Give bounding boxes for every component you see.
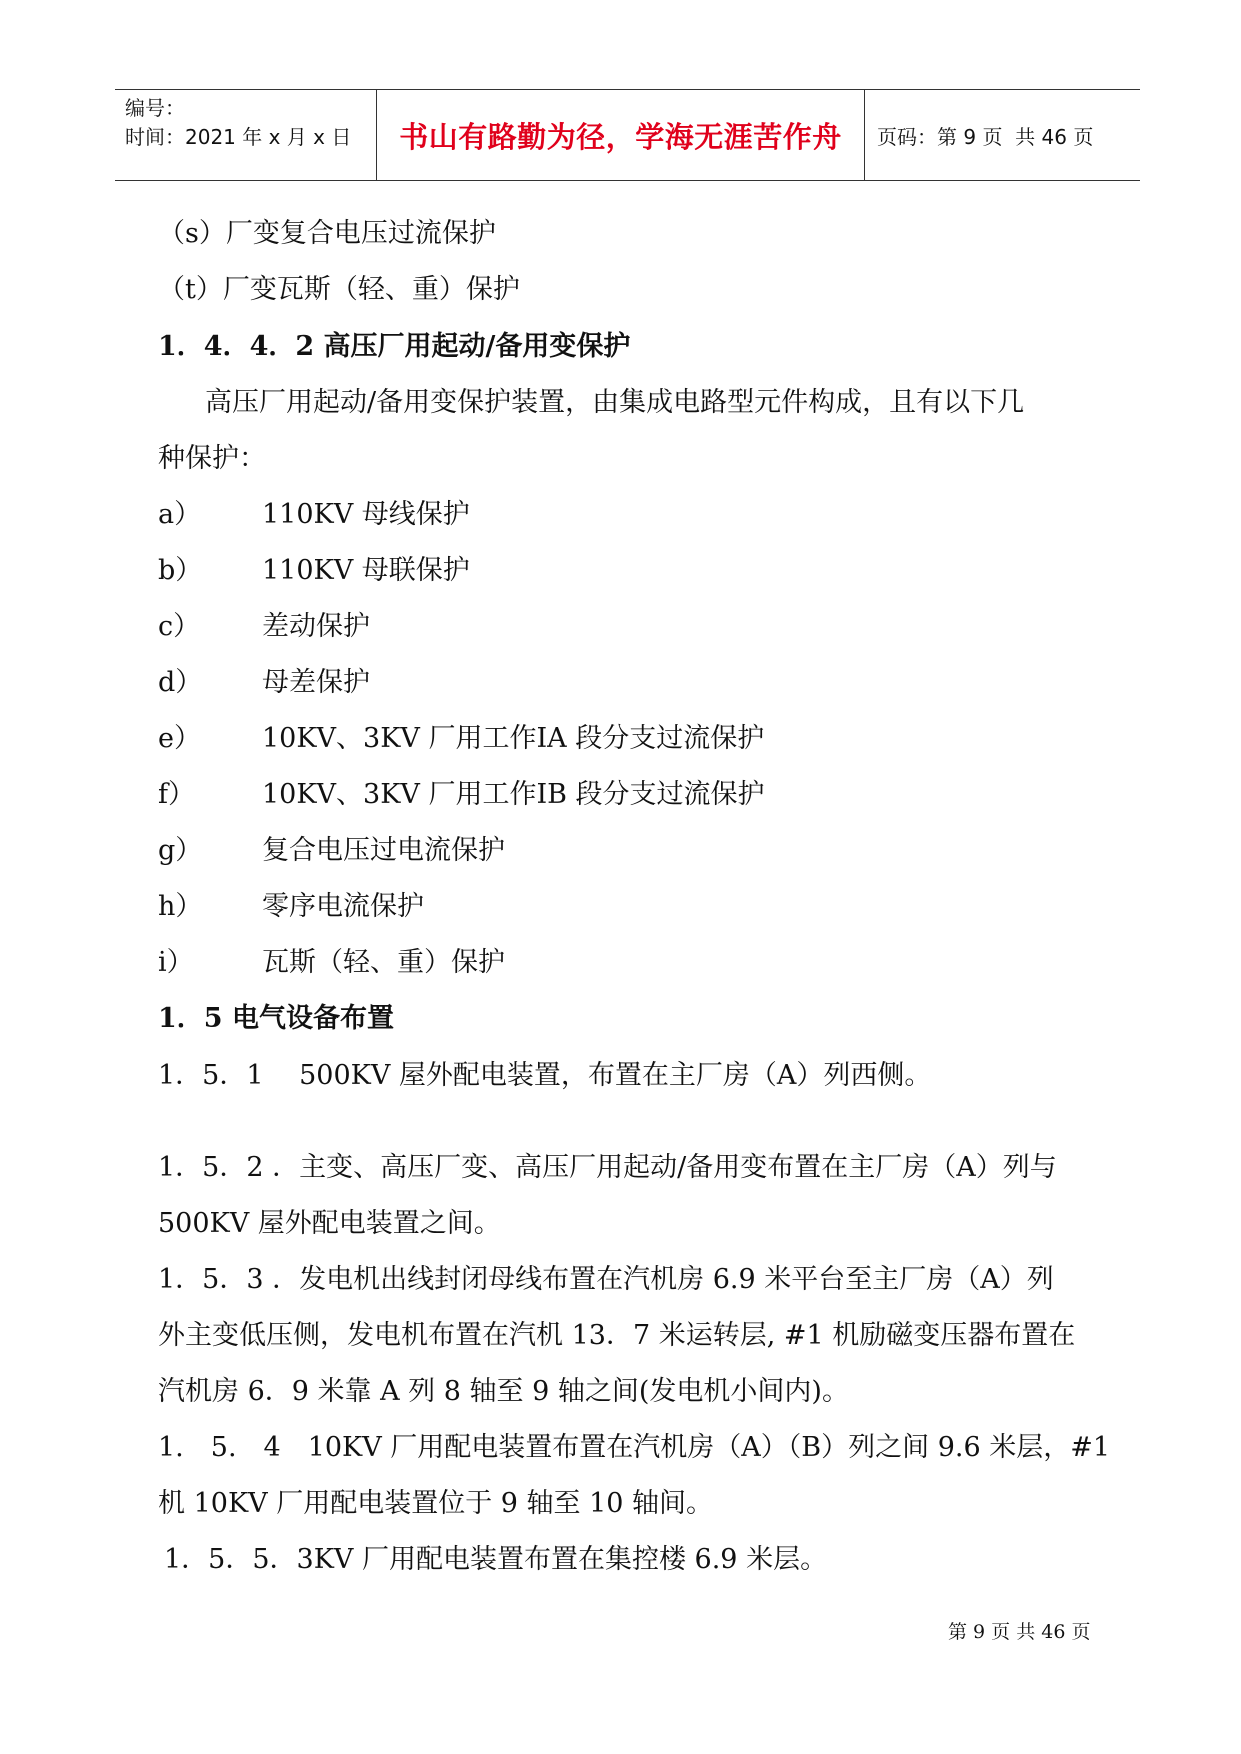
list-item-text: 110KV 母联保护 (262, 555, 470, 586)
intro-line-1: 高压厂用起动/备用变保护装置，由集成电路型元件构成，且有以下几 (205, 387, 1025, 418)
paragraph-152-line-1: 1．5．2 ．主变、高压厂变、高压厂用起动/备用变布置在主厂房（A）列与 (158, 1152, 1057, 1183)
header-page-info (865, 90, 1140, 180)
paragraph-151: 1．5．1 500KV 屋外配电装置，布置在主厂房（A）列西侧。 (158, 1060, 932, 1091)
list-item-text: 零序电流保护 (262, 891, 424, 922)
list-item-letter: f） (158, 779, 195, 810)
paragraph-152-line-2: 500KV 屋外配电装置之间。 (158, 1208, 501, 1239)
list-item-letter: c） (158, 611, 201, 642)
list-item-text: 母差保护 (262, 667, 370, 698)
document-header (115, 89, 1140, 181)
list-item-text: 瓦斯（轻、重）保护 (262, 947, 505, 978)
document-number-label: 编号： (125, 96, 185, 120)
list-item-letter: b） (158, 555, 203, 586)
section-heading-15: 1．5 电气设备布置 (158, 1003, 394, 1034)
paragraph-t: （t）厂变瓦斯（轻、重）保护 (158, 274, 520, 305)
page-footer: 第 9 页 共 46 页 (948, 1621, 1091, 1643)
paragraph-155: 1．5．5．3KV 厂用配电装置布置在集控楼 6.9 米层。 (164, 1544, 828, 1575)
list-item-letter: i） (158, 947, 194, 978)
list-item-letter: d） (158, 667, 203, 698)
header-slogan: 书山有路勤为径，学海无涯苦作舟 (377, 90, 865, 180)
list-item-letter: h） (158, 891, 203, 922)
paragraph-154-line-1: 1. 5. 4 10KV 厂用配电装置布置在汽机房（A）（B）列之间 9.6 米层，#1 (158, 1432, 1111, 1463)
intro-line-2: 种保护： (158, 443, 266, 474)
list-item-text: 110KV 母线保护 (262, 499, 470, 530)
document-time-label: 时间：2021 年 x 月 x 日 (125, 125, 352, 149)
paragraph-153-line-2: 外主变低压侧，发电机布置在汽机 13．7 米运转层, #1 机励磁变压器布置在 (158, 1320, 1076, 1351)
list-item-letter: a） (158, 499, 202, 530)
paragraph-154-line-2: 机 10KV 厂用配电装置位于 9 轴至 10 轴间。 (158, 1488, 714, 1519)
paragraph-153-line-1: 1．5．3 ．发电机出线封闭母线布置在汽机房 6.9 米平台至主厂房（A）列 (158, 1264, 1054, 1295)
paragraph-s: （s）厂变复合电压过流保护 (158, 218, 496, 249)
list-item-letter: e） (158, 723, 201, 754)
list-item-text: 复合电压过电流保护 (262, 835, 505, 866)
section-heading-1442: 1．4．4．2 高压厂用起动/备用变保护 (158, 331, 631, 362)
list-item-text: 差动保护 (262, 611, 370, 642)
list-item-letter: g） (158, 835, 203, 866)
header-meta (115, 90, 377, 180)
paragraph-153-line-3: 汽机房 6．9 米靠 A 列 8 轴至 9 轴之间(发电机小间内)。 (158, 1376, 849, 1407)
list-item-text: 10KV、3KV 厂用工作ⅠB 段分支过流保护 (262, 779, 765, 810)
header-page-label: 页码：第 9 页 共 46 页 (877, 124, 1094, 149)
list-item-text: 10KV、3KV 厂用工作ⅠA 段分支过流保护 (262, 723, 765, 754)
